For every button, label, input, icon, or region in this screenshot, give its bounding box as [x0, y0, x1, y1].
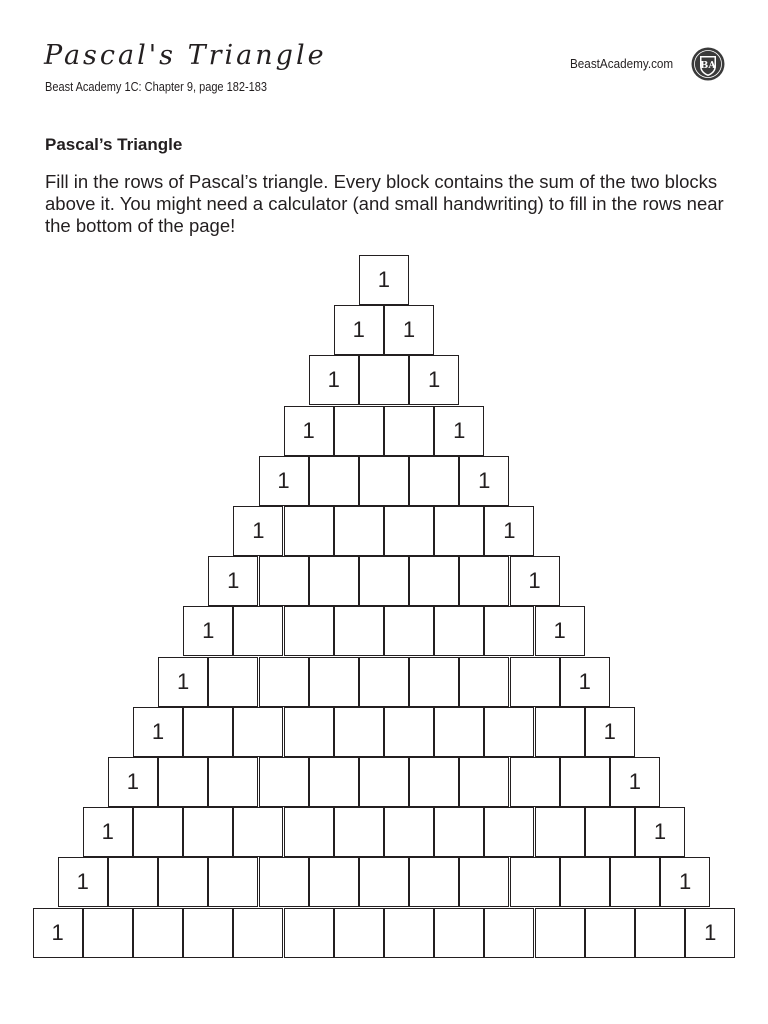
triangle-cell-r1-c1: 1	[384, 305, 434, 355]
triangle-cell-r9-c8[interactable]	[535, 707, 585, 757]
triangle-cell-r4-c0: 1	[259, 456, 309, 506]
triangle-cell-r3-c3: 1	[434, 406, 484, 456]
triangle-cell-r10-c7[interactable]	[459, 757, 509, 807]
triangle-cell-r1-c0: 1	[334, 305, 384, 355]
triangle-cell-r13-c2[interactable]	[133, 908, 183, 958]
triangle-cell-r13-c7[interactable]	[384, 908, 434, 958]
triangle-cell-r10-c3[interactable]	[259, 757, 309, 807]
triangle-cell-r8-c2[interactable]	[259, 657, 309, 707]
triangle-cell-r2-c0: 1	[309, 355, 359, 405]
triangle-cell-r7-c5[interactable]	[434, 606, 484, 656]
triangle-cell-r4-c1[interactable]	[309, 456, 359, 506]
triangle-cell-r9-c4[interactable]	[334, 707, 384, 757]
triangle-cell-r13-c13: 1	[685, 908, 735, 958]
triangle-cell-r9-c0: 1	[133, 707, 183, 757]
triangle-cell-r12-c3[interactable]	[208, 857, 258, 907]
triangle-cell-r5-c3[interactable]	[384, 506, 434, 556]
triangle-cell-r10-c1[interactable]	[158, 757, 208, 807]
triangle-cell-r9-c5[interactable]	[384, 707, 434, 757]
triangle-cell-r7-c1[interactable]	[233, 606, 283, 656]
triangle-cell-r8-c1[interactable]	[208, 657, 258, 707]
triangle-cell-r10-c2[interactable]	[208, 757, 258, 807]
triangle-cell-r7-c0: 1	[183, 606, 233, 656]
triangle-cell-r11-c4[interactable]	[284, 807, 334, 857]
triangle-cell-r8-c3[interactable]	[309, 657, 359, 707]
triangle-cell-r6-c0: 1	[208, 556, 258, 606]
triangle-cell-r13-c8[interactable]	[434, 908, 484, 958]
triangle-cell-r12-c5[interactable]	[309, 857, 359, 907]
triangle-cell-r12-c9[interactable]	[510, 857, 560, 907]
triangle-cell-r13-c9[interactable]	[484, 908, 534, 958]
triangle-cell-r13-c4[interactable]	[233, 908, 283, 958]
triangle-cell-r9-c9: 1	[585, 707, 635, 757]
triangle-cell-r12-c8[interactable]	[459, 857, 509, 907]
triangle-cell-r10-c5[interactable]	[359, 757, 409, 807]
triangle-cell-r12-c6[interactable]	[359, 857, 409, 907]
triangle-cell-r8-c6[interactable]	[459, 657, 509, 707]
triangle-cell-r6-c1[interactable]	[259, 556, 309, 606]
triangle-cell-r4-c2[interactable]	[359, 456, 409, 506]
triangle-cell-r13-c12[interactable]	[635, 908, 685, 958]
section-heading: Pascal’s Triangle	[45, 135, 183, 154]
triangle-cell-r0-c0: 1	[359, 255, 409, 305]
triangle-cell-r7-c3[interactable]	[334, 606, 384, 656]
triangle-cell-r10-c8[interactable]	[510, 757, 560, 807]
triangle-cell-r13-c3[interactable]	[183, 908, 233, 958]
triangle-cell-r11-c8[interactable]	[484, 807, 534, 857]
triangle-cell-r13-c11[interactable]	[585, 908, 635, 958]
triangle-cell-r12-c2[interactable]	[158, 857, 208, 907]
triangle-cell-r11-c5[interactable]	[334, 807, 384, 857]
triangle-cell-r12-c4[interactable]	[259, 857, 309, 907]
triangle-cell-r2-c1[interactable]	[359, 355, 409, 405]
triangle-cell-r5-c5: 1	[484, 506, 534, 556]
triangle-cell-r9-c6[interactable]	[434, 707, 484, 757]
triangle-cell-r11-c3[interactable]	[233, 807, 283, 857]
triangle-cell-r6-c4[interactable]	[409, 556, 459, 606]
logo-monogram: BA	[700, 60, 716, 71]
triangle-cell-r5-c4[interactable]	[434, 506, 484, 556]
triangle-cell-r13-c0: 1	[33, 908, 83, 958]
triangle-cell-r11-c11: 1	[635, 807, 685, 857]
triangle-cell-r9-c2[interactable]	[233, 707, 283, 757]
triangle-cell-r5-c2[interactable]	[334, 506, 384, 556]
instructions-text: Fill in the rows of Pascal’s triangle. Every block contains the sum of the two blocks above it. You might need a calculator (and small handwriting) to fill in the rows near the bottom of the page!	[45, 171, 724, 236]
triangle-cell-r11-c0: 1	[83, 807, 133, 857]
worksheet-title: Pascal's Triangle	[44, 40, 327, 71]
triangle-cell-r13-c10[interactable]	[535, 908, 585, 958]
triangle-cell-r13-c1[interactable]	[83, 908, 133, 958]
triangle-cell-r8-c0: 1	[158, 657, 208, 707]
triangle-cell-r4-c3[interactable]	[409, 456, 459, 506]
triangle-cell-r10-c4[interactable]	[309, 757, 359, 807]
triangle-cell-r2-c2: 1	[409, 355, 459, 405]
triangle-cell-r11-c10[interactable]	[585, 807, 635, 857]
triangle-cell-r6-c3[interactable]	[359, 556, 409, 606]
triangle-cell-r3-c1[interactable]	[334, 406, 384, 456]
triangle-cell-r11-c6[interactable]	[384, 807, 434, 857]
triangle-cell-r10-c9[interactable]	[560, 757, 610, 807]
triangle-cell-r3-c0: 1	[284, 406, 334, 456]
triangle-cell-r6-c2[interactable]	[309, 556, 359, 606]
triangle-cell-r6-c6: 1	[510, 556, 560, 606]
triangle-cell-r8-c8: 1	[560, 657, 610, 707]
triangle-cell-r11-c1[interactable]	[133, 807, 183, 857]
chapter-reference: Beast Academy 1C: Chapter 9, page 182-183	[45, 80, 267, 94]
triangle-cell-r3-c2[interactable]	[384, 406, 434, 456]
triangle-cell-r12-c7[interactable]	[409, 857, 459, 907]
site-link[interactable]: BeastAcademy.com	[570, 56, 674, 71]
triangle-cell-r5-c1[interactable]	[284, 506, 334, 556]
triangle-cell-r12-c1[interactable]	[108, 857, 158, 907]
triangle-cell-r9-c3[interactable]	[284, 707, 334, 757]
triangle-cell-r7-c7: 1	[535, 606, 585, 656]
triangle-cell-r7-c6[interactable]	[484, 606, 534, 656]
triangle-cell-r8-c5[interactable]	[409, 657, 459, 707]
triangle-cell-r11-c7[interactable]	[434, 807, 484, 857]
triangle-cell-r9-c1[interactable]	[183, 707, 233, 757]
triangle-cell-r8-c7[interactable]	[510, 657, 560, 707]
triangle-cell-r13-c6[interactable]	[334, 908, 384, 958]
triangle-cell-r12-c11[interactable]	[610, 857, 660, 907]
triangle-cell-r11-c2[interactable]	[183, 807, 233, 857]
triangle-cell-r12-c12: 1	[660, 857, 710, 907]
triangle-cell-r8-c4[interactable]	[359, 657, 409, 707]
triangle-cell-r10-c6[interactable]	[409, 757, 459, 807]
triangle-cell-r10-c10: 1	[610, 757, 660, 807]
triangle-cell-r9-c7[interactable]	[484, 707, 534, 757]
triangle-cell-r5-c0: 1	[233, 506, 283, 556]
triangle-cell-r10-c0: 1	[108, 757, 158, 807]
triangle-cell-r4-c4: 1	[459, 456, 509, 506]
triangle-cell-r7-c4[interactable]	[384, 606, 434, 656]
triangle-cell-r13-c5[interactable]	[284, 908, 334, 958]
triangle-cell-r6-c5[interactable]	[459, 556, 509, 606]
triangle-cell-r11-c9[interactable]	[535, 807, 585, 857]
triangle-cell-r12-c0: 1	[58, 857, 108, 907]
triangle-cell-r7-c2[interactable]	[284, 606, 334, 656]
triangle-cell-r12-c10[interactable]	[560, 857, 610, 907]
